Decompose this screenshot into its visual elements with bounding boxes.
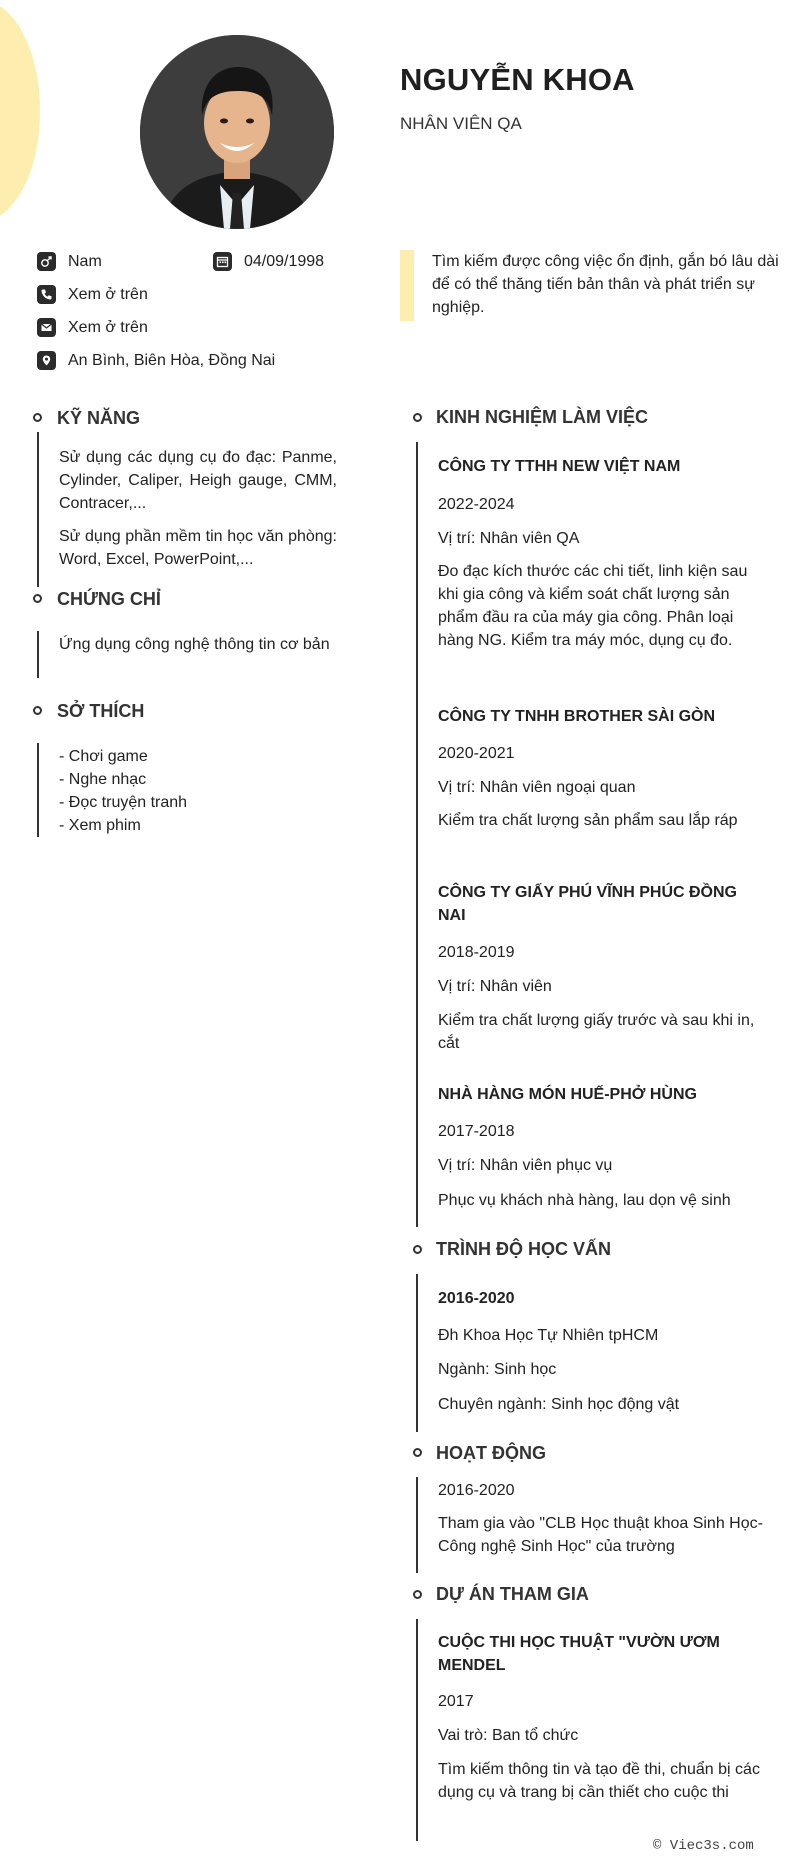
hobbies-title: SỞ THÍCH — [57, 701, 145, 721]
experience-title: KINH NGHIỆM LÀM VIỆC — [436, 407, 649, 427]
job-company: CÔNG TY GIẤY PHÚ VĨNH PHÚC ĐỒNG NAI — [438, 884, 737, 924]
gender-row — [37, 252, 102, 271]
activities-bullet — [413, 1448, 422, 1457]
activities-period: 2016-2020 — [438, 1482, 515, 1499]
experience-bullet — [413, 413, 422, 422]
hobby-item: - Nghe nhạc — [59, 771, 147, 788]
job-description: Đo đạc kích thước các chi tiết, linh kiện sau khi gia công và kiểm soát chất lượng sản phẩm đầu ra của máy gia công. Phân loại hàng NG. Kiểm tra máy móc, dụng cụ đo. — [438, 563, 748, 649]
education-school: Đh Khoa Học Tự Nhiên tpHCM — [438, 1327, 659, 1344]
hobby-item: - Xem phim — [59, 817, 141, 834]
activities-title: HOẠT ĐỘNG — [436, 1443, 546, 1463]
email-icon — [37, 318, 56, 337]
job-description: Kiểm tra chất lượng giấy trước và sau khi in, cắt — [438, 1012, 755, 1052]
job-role: Vị trí: Nhân viên — [438, 978, 552, 995]
objective-text: Tìm kiếm được công việc ổn định, gắn bó lâu dài để có thể thăng tiến bản thân và phát triển sự nghiệp. — [432, 253, 779, 316]
certificate-item: Ứng dụng công nghệ thông tin cơ bản — [59, 636, 330, 653]
gender-value: Nam — [68, 252, 102, 270]
birthday-row — [213, 252, 324, 271]
address-row — [37, 351, 275, 370]
education-bullet — [413, 1245, 422, 1254]
project-name: CUỘC THI HỌC THUẬT "VƯỜN ƯƠM MENDEL — [438, 1634, 720, 1674]
hobby-item: - Chơi game — [59, 748, 148, 765]
project-year: 2017 — [438, 1693, 474, 1710]
experience-timeline — [416, 442, 418, 1227]
job-role: Vị trí: Nhân viên QA — [438, 530, 580, 547]
skills-title: KỸ NĂNG — [57, 408, 141, 428]
job-company: CÔNG TY TTHH NEW VIỆT NAM — [438, 458, 681, 475]
job-company: NHÀ HÀNG MÓN HUẾ-PHỞ HÙNG — [438, 1086, 697, 1103]
education-specialization: Chuyên ngành: Sinh học động vật — [438, 1396, 680, 1413]
career-objective — [400, 250, 780, 319]
job-company: CÔNG TY TNHH BROTHER SÀI GÒN — [438, 708, 716, 725]
phone-icon — [37, 285, 56, 304]
candidate-position: NHÂN VIÊN QA — [400, 114, 522, 133]
skills-timeline — [37, 432, 39, 587]
job-description: Kiểm tra chất lượng sản phẩm sau lắp ráp — [438, 812, 738, 829]
footer-copyright: © Viec3s.com — [653, 1838, 754, 1854]
job-description: Phục vụ khách nhà hàng, lau dọn vệ sinh — [438, 1192, 731, 1209]
hobby-item: - Đọc truyện tranh — [59, 794, 188, 811]
activities-timeline — [416, 1477, 418, 1573]
education-title: TRÌNH ĐỘ HỌC VẤN — [436, 1239, 611, 1259]
hobbies-timeline — [37, 743, 39, 837]
job-role: Vị trí: Nhân viên phục vụ — [438, 1157, 613, 1174]
certificates-title: CHỨNG CHỈ — [57, 589, 161, 609]
location-pin-icon — [37, 351, 56, 370]
job-period: 2017-2018 — [438, 1123, 515, 1140]
gender-icon — [37, 252, 56, 271]
hobbies-bullet — [33, 706, 42, 715]
skill-item: Sử dụng phần mềm tin học văn phòng: Word, Excel, PowerPoint,... — [59, 528, 337, 568]
avatar — [140, 35, 334, 229]
calendar-icon — [213, 252, 232, 271]
job-role: Vị trí: Nhân viên ngoại quan — [438, 779, 636, 796]
projects-bullet — [413, 1590, 422, 1599]
activities-description: Tham gia vào "CLB Học thuật khoa Sinh Học-Công nghệ Sinh Học" của trường — [438, 1515, 763, 1555]
job-period: 2022-2024 — [438, 496, 515, 513]
job-period: 2020-2021 — [438, 745, 515, 762]
email-value: Xem ở trên — [68, 318, 148, 336]
email-row — [37, 318, 148, 337]
projects-timeline — [416, 1619, 418, 1841]
skill-item: Sử dụng các dụng cụ đo đạc: Panme, Cylinder, Caliper, Heigh gauge, CMM, Contracer,... — [59, 449, 337, 512]
project-description: Tìm kiếm thông tin và tạo đề thi, chuẩn bị các dụng cụ và trang bị cần thiết cho cuộc thi — [438, 1761, 760, 1801]
decorative-accent-shape — [0, 0, 40, 222]
objective-accent-bar — [400, 250, 414, 321]
job-period: 2018-2019 — [438, 944, 515, 961]
certificates-timeline — [37, 631, 39, 678]
project-role: Vai trò: Ban tổ chức — [438, 1727, 579, 1744]
skills-bullet — [33, 413, 42, 422]
birthday-value: 04/09/1998 — [244, 252, 325, 270]
education-timeline — [416, 1274, 418, 1432]
address-value: An Bình, Biên Hòa, Đồng Nai — [68, 351, 276, 369]
certificates-bullet — [33, 594, 42, 603]
phone-value: Xem ở trên — [68, 285, 148, 303]
education-period: 2016-2020 — [438, 1290, 515, 1307]
projects-title: DỰ ÁN THAM GIA — [436, 1584, 589, 1604]
candidate-name: NGUYỄN KHOA — [400, 62, 635, 97]
education-major: Ngành: Sinh học — [438, 1361, 557, 1378]
phone-row — [37, 285, 148, 304]
